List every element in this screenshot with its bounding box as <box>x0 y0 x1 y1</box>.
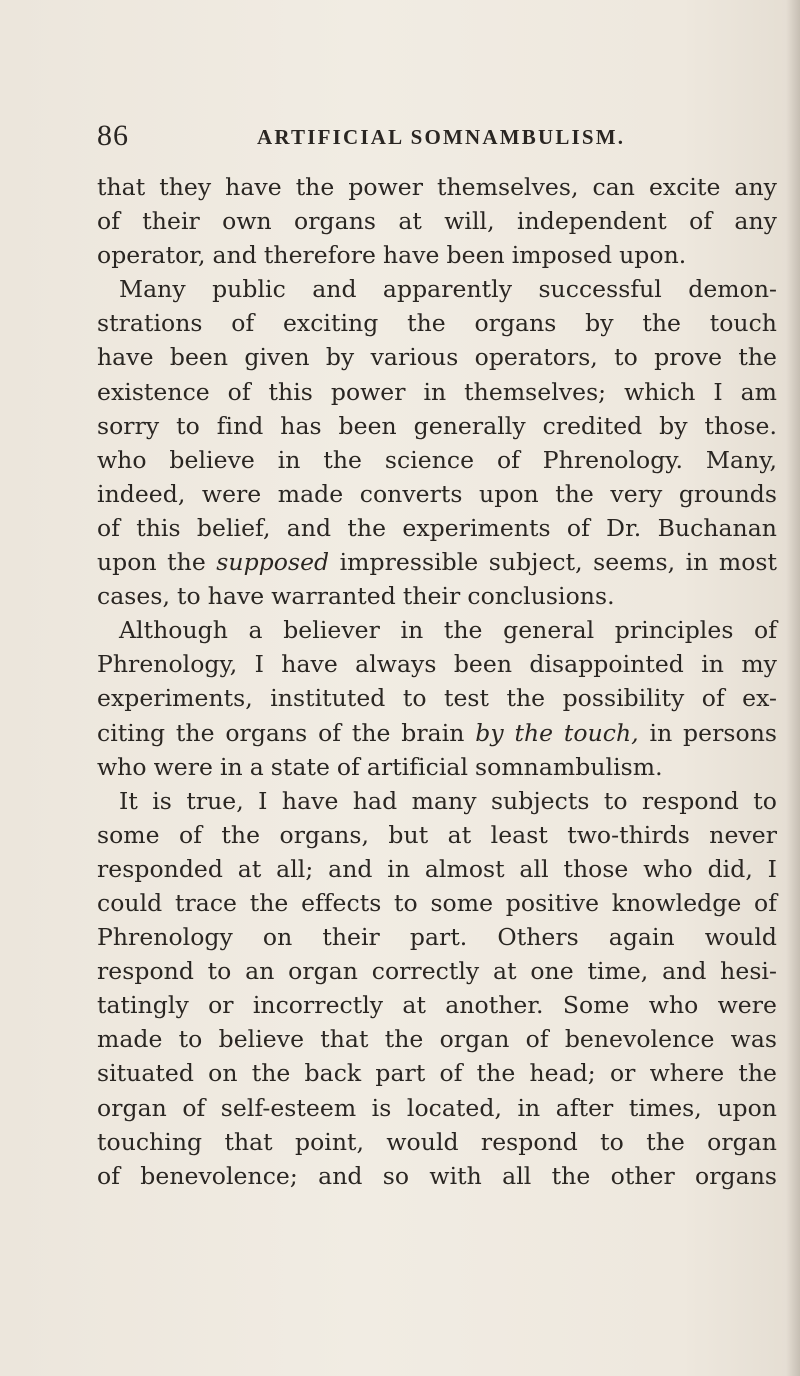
text-line <box>97 545 777 579</box>
text-line: touching that point, would respond to the organ <box>97 1127 777 1156</box>
running-title: ARTIFICIAL SOMNAMBULISM. <box>257 125 626 149</box>
text-line: It is true, I have had many subjects to respond to <box>119 786 777 815</box>
text-line: who were in a state of artificial somnambulism. <box>97 752 663 781</box>
text-line: who believe in the science of Phrenology. Many, <box>97 445 777 474</box>
text-line: could trace the effects to some positive knowledge of <box>97 888 777 917</box>
text-line: Phrenology on their part. Others again would <box>97 923 777 952</box>
page-number: 86 <box>97 119 129 152</box>
text-line: of this belief, and the experiments of Dr. Buchanan <box>97 513 777 542</box>
text-line: organ of self-esteem is located, in after times, upon <box>97 1093 777 1122</box>
text-line: operator, and therefore have been imposed upon. <box>97 241 687 270</box>
text-line: responded at all; and in almost all those who did, I <box>97 854 777 883</box>
text-line: have been given by various operators, to prove the <box>97 343 777 372</box>
text-line: that they have the power themselves, can excite any <box>97 173 777 201</box>
page-edge-shadow <box>786 0 800 1376</box>
text-line: Many public and apparently successful demon- <box>119 275 777 304</box>
text-line: of their own organs at will, independent of any <box>97 207 777 236</box>
text-line: existence of this power in themselves; which I am <box>97 377 777 406</box>
text-line: some of the organs, but at least two-thirds never <box>97 820 777 849</box>
text-line: situated on the back part of the head; or where the <box>97 1059 777 1088</box>
page-header <box>97 118 787 154</box>
text-line: strations of exciting the organs by the touch <box>97 309 777 338</box>
text-line: made to believe that the organ of benevolence was <box>97 1025 777 1054</box>
italic-text: by the touch, <box>475 718 639 747</box>
text-line: experiments, instituted to test the possibility of ex- <box>97 684 777 713</box>
italic-text: supposed <box>216 548 330 577</box>
text-line: respond to an organ correctly at one time, and hesi- <box>97 957 777 986</box>
text-segment: upon the <box>97 548 217 577</box>
text-line: sorry to find has been generally credited by those. <box>97 411 777 440</box>
text-segment: in persons <box>638 718 777 747</box>
text-line: tatingly or incorrectly at another. Some who were <box>97 991 777 1020</box>
text-line: Although a believer in the general principles of <box>119 616 777 645</box>
text-segment: citing the organs of the brain <box>97 718 476 747</box>
text-segment: impressible subject, seems, in most <box>329 548 777 577</box>
text-line <box>97 716 777 750</box>
text-line: cases, to have warranted their conclusions. <box>97 582 615 611</box>
body-text <box>97 170 777 1193</box>
text-line: of benevolence; and so with all the other organs <box>97 1161 777 1190</box>
text-line: Phrenology, I have always been disappointed in my <box>97 650 777 679</box>
text-line: indeed, were made converts upon the very grounds <box>97 479 777 508</box>
